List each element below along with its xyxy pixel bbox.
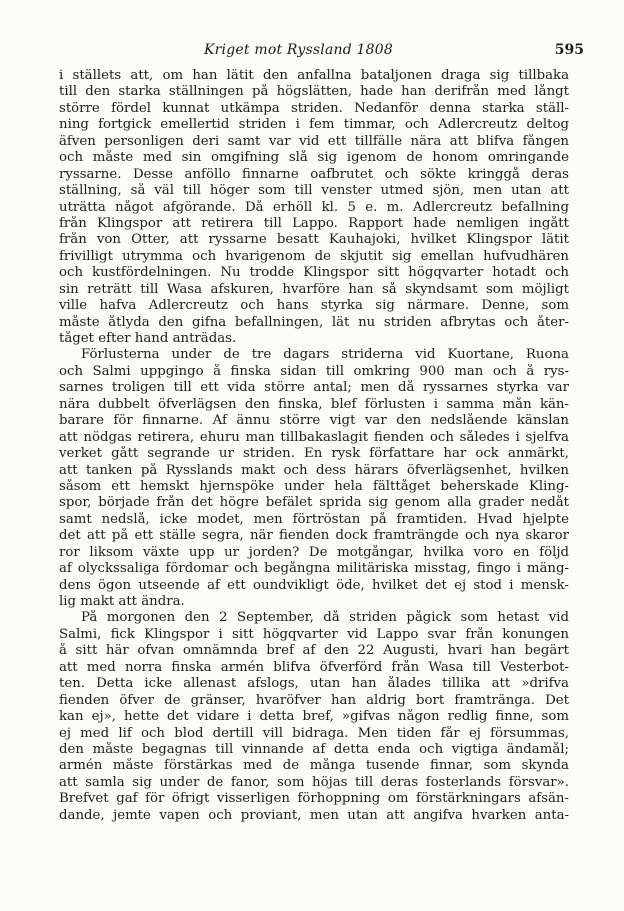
text-line: att med norra finska armén blifva öfverförd från Wasa till Vesterbot- (59, 659, 569, 675)
text-line: samt nedslå, icke modet, men förtröstan på framtiden. Hvad hjelpte (59, 511, 569, 527)
text-line: kan ej», hette det vidare i detta bref, »gifvas någon redlig finne, som (59, 709, 569, 725)
text-line: den måste begagnas till vinnande af detta enda och vigtiga ändamål; (59, 741, 569, 757)
text-line: af olyckssaliga fördomar och begångna militäriska misstag, fingo i mäng- (59, 561, 569, 577)
text-line: spor, började från det högre befälet sprida sig genom alla grader nedåt (59, 495, 569, 511)
text-line: sin reträtt till Wasa afskuren, hvarföre han så skyndsamt som möjligt (59, 281, 569, 297)
text-line: från von Otter, att ryssarne besatt Kauhajoki, hvilket Klingspor lätit (59, 232, 569, 248)
text-line: och kustfördelningen. Nu trodde Klingspor sitt högqvarter hotadt och (59, 265, 569, 281)
text-line: ställning, så väl till höger som till venster utmed sjön, men utan att (59, 183, 569, 199)
paragraph-start-line: På morgonen den 2 September, då striden pågick som hetast vid (81, 610, 569, 626)
paragraph-start-line: Förlusterna under de tre dagars striderna vid Kuortane, Ruona (81, 347, 569, 363)
text-line: verket gått segrande ur striden. En rysk författare har ock anmärkt, (59, 446, 569, 462)
text-line: ej med lif och blod dertill vill bidraga. Men tiden får ej försummas, (59, 725, 569, 741)
page-number: 595 (554, 42, 584, 58)
text-line: i ställets att, om han lätit den anfallna bataljonen draga sig tillbaka (59, 68, 569, 83)
text-line: det att på ett ställe segra, när fienden dock framträngde och nya skaror (59, 528, 569, 544)
text-line: från Klingspor att retirera till Lappo. Rapport hade nemligen ingått (59, 215, 569, 231)
paragraph-end-line: tåget efter hand anträdas. (59, 331, 237, 346)
text-line: såsom ett hemskt hjernspöke under hela fälttåget beherskade Kling- (59, 478, 569, 494)
text-line: nära dubbelt öfverlägsen den finska, blef förlusten i samma mån kän- (59, 396, 569, 412)
text-line: ning fortgick emellertid striden i fem timmar, och Adlercreutz deltog (59, 117, 569, 133)
text-line: fienden öfver de gränser, hvaröfver han aldrig bort framtränga. Det (59, 692, 569, 708)
text-line: dens ögon utseende af ett oundvikligt öde, hvilket det ej stod i mensk- (59, 577, 569, 593)
paragraph-end-line: lig makt att ändra. (59, 594, 185, 609)
text-line: sarnes troligen till ett vida större antal; men då ryssarnes styrka var (59, 380, 569, 396)
text-line: dande, jemte vapen och proviant, men utan att angifva hvarken anta- (59, 807, 569, 823)
text-line: ten. Detta icke allenast afslogs, utan han ålades tillika att »drifva (59, 676, 569, 692)
running-head (96, 42, 594, 62)
text-line: uträtta något afgörande. Då erhöll kl. 5 e. m. Adlercreutz befallning (59, 199, 569, 215)
text-line: till den starka ställningen på högslätten, hade han derifrån med långt (59, 84, 569, 100)
text-line: ville hafva Adlercreutz och hans styrka sig närmare. Denne, som (59, 298, 569, 314)
text-line: frivilligt utrymma och hvarigenom de skjutit sig emellan hufvudhären (59, 248, 569, 264)
text-line: armén måste förstärkas med de många tusende finnar, som skynda (59, 758, 569, 774)
text-line: måste åtlyda den gifna befallningen, lät nu striden afbrytas och åter- (59, 314, 569, 330)
text-line: att tanken på Rysslands makt och dess härars öfverlägsenhet, hvilken (59, 462, 569, 478)
running-title: Kriget mot Ryssland 1808 (204, 42, 393, 58)
text-line: och måste med sin omgifning slå sig igenom de honom omringande (59, 150, 569, 166)
text-line: å sitt här ofvan omnämnda bref af den 22 Augusti, hvari han begärt (59, 643, 569, 659)
text-line: ror liksom växte upp ur jorden? De motgångar, hvilka voro en följd (59, 544, 569, 560)
text-line: ryssarne. Desse anföllo finnarne oafbrutet och sökte kringgå deras (59, 166, 569, 182)
body-text (59, 68, 569, 824)
text-line: äfven personligen deri samt var vid ett tillfälle nära att blifva fången (59, 133, 569, 149)
text-line: Salmi, fick Klingspor i sitt högqvarter vid Lappo svar från konungen (59, 626, 569, 642)
text-line: barare för finnarne. Af ännu större vigt var den nedslående känslan (59, 413, 569, 429)
text-line: större fördel kunnat utkämpa striden. Nedanför denna starka ställ- (59, 100, 569, 116)
text-line: att nödgas retirera, ehuru man tillbakaslagit fienden och således i sjelfva (59, 429, 569, 445)
text-line: att samla sig under de fanor, som höjas till deras fosterlands försvar». (59, 774, 569, 790)
text-line: Brefvet gaf för öfrigt visserligen förhoppning om förstärkningars afsän- (59, 791, 569, 807)
text-line: och Salmi uppgingo å finska sidan till omkring 900 man och å rys- (59, 363, 569, 379)
